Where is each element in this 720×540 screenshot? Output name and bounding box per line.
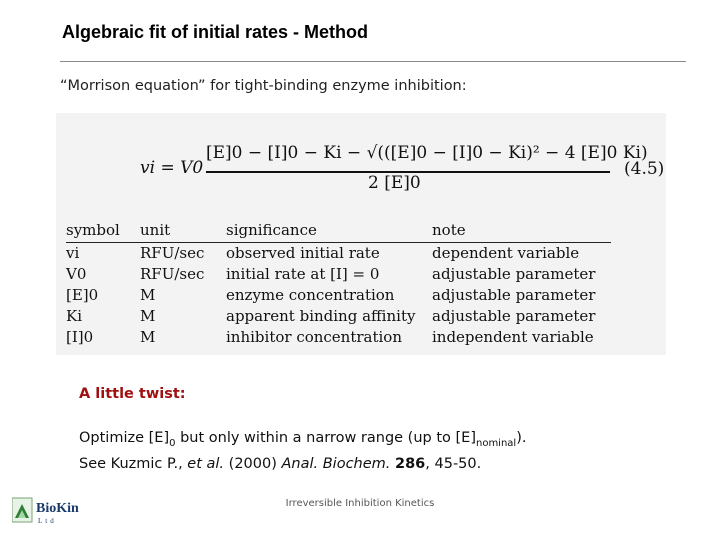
significance-cell: inhibitor concentration [226, 328, 403, 346]
equation-denominator: 2 [E]0 [368, 173, 421, 193]
unit-cell: RFU/sec [140, 244, 205, 262]
text-run: ). [516, 430, 527, 446]
text-run: but only within a narrow range (up to [E] [175, 430, 476, 446]
unit-cell: M [140, 328, 156, 346]
equation-numerator: [E]0 − [I]0 − Ki − √(([E]0 − [I]0 − Ki)² − 4 [E]0 Ki) [206, 143, 648, 163]
significance-cell: observed initial rate [226, 244, 380, 262]
symbol-table [66, 219, 611, 348]
note-cell: adjustable parameter [432, 307, 596, 325]
symbol-cell: vi [66, 244, 80, 262]
table-row [66, 306, 611, 327]
twist-line-2 [79, 454, 527, 475]
unit-cell: M [140, 307, 156, 325]
unit-cell: M [140, 286, 156, 304]
note-cell: dependent variable [432, 244, 580, 262]
svg-text:BioKin: BioKin [36, 501, 79, 516]
table-row [66, 243, 611, 265]
note-cell: adjustable parameter [432, 286, 596, 304]
equation-number: (4.5) [624, 159, 665, 179]
twist-line-1 [79, 428, 527, 454]
symbol-cell: V0 [66, 265, 87, 283]
table-row [66, 285, 611, 306]
column-header: significance [226, 219, 432, 243]
symbol-cell: [E]0 [66, 286, 99, 304]
equation-lhs: vi = V0 [140, 158, 204, 178]
journal-name: Anal. Biochem. [281, 455, 391, 472]
symbol-cell: Ki [66, 307, 83, 325]
significance-cell: enzyme concentration [226, 286, 395, 304]
note-cell: adjustable parameter [432, 265, 596, 283]
column-header: note [432, 219, 611, 243]
table-header-row [66, 219, 611, 243]
title-divider [60, 61, 686, 62]
journal-volume: 286 [395, 455, 426, 472]
text-run: Optimize [E] [79, 430, 170, 446]
slide-footer: Irreversible Inhibition Kinetics [285, 498, 435, 509]
text-run: , 45-50. [425, 455, 482, 472]
subscript: 0 [169, 437, 176, 449]
significance-cell: apparent binding affinity [226, 307, 416, 325]
twist-paragraph [79, 428, 527, 475]
significance-cell: initial rate at [I] = 0 [226, 265, 380, 283]
equation-panel [56, 113, 666, 355]
slide-subtitle: “Morrison equation” for tight-binding enzyme inhibition: [60, 78, 467, 94]
twist-heading: A little twist: [79, 386, 186, 402]
text-run: (2000) [224, 455, 282, 472]
text-run: See Kuzmic P., [79, 455, 188, 472]
text-run-italic: et al. [187, 455, 225, 472]
morrison-equation [56, 113, 666, 208]
table-row [66, 327, 611, 348]
unit-cell: RFU/sec [140, 265, 205, 283]
table-row [66, 264, 611, 285]
symbol-cell: [I]0 [66, 328, 94, 346]
subscript: nominal [475, 437, 517, 449]
svg-text:Ltd: Ltd [38, 517, 57, 525]
column-header: unit [140, 219, 226, 243]
note-cell: independent variable [432, 328, 594, 346]
column-header: symbol [66, 219, 140, 243]
slide-title: Algebraic fit of initial rates - Method [62, 22, 369, 42]
